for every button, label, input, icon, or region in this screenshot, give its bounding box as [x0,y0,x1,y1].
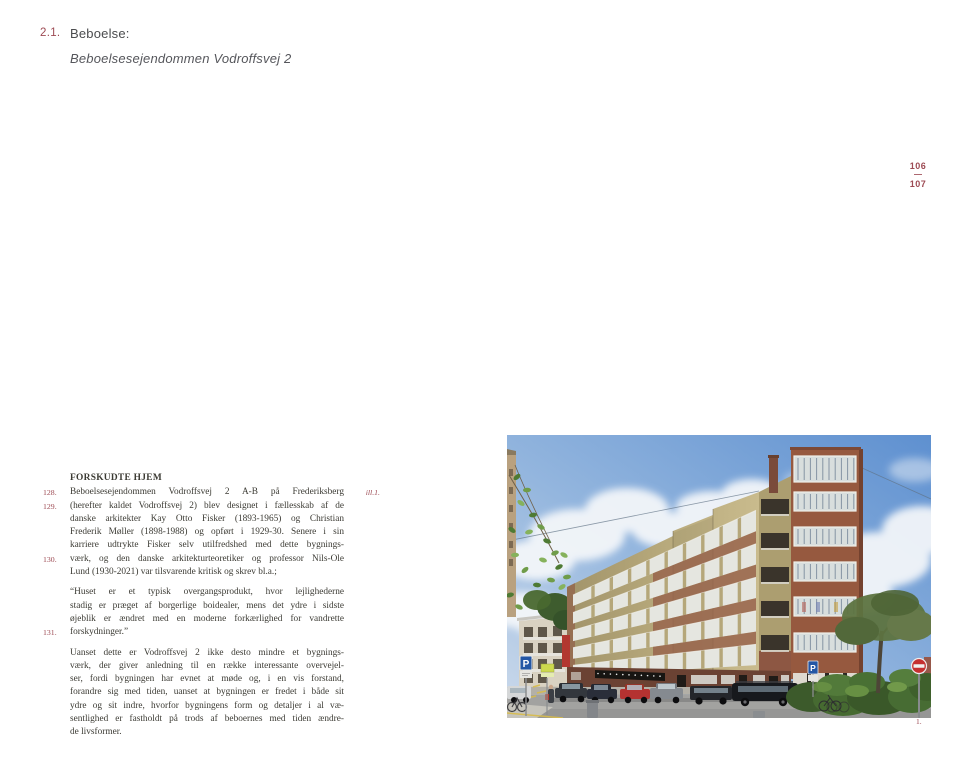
text-line [70,600,344,613]
line-text: forandre sig med tiden, uanset at bygningen er fredet i både sit [70,687,344,698]
page-number-bottom: 107 [909,179,927,189]
margin-number: 128. [43,488,57,498]
red-banner-sign [562,635,570,667]
paragraph [43,486,380,579]
mid-bay [759,476,791,678]
building-photograph [507,435,931,718]
line-text: værk, der giver anledning til en række interessante overvejel- [70,660,344,671]
line-text: Frederik Møller (1898-1988) og opført i 1929-30. Senere i sin [70,527,344,538]
text-line [43,626,344,639]
line-text: værk, og den danske arkitekturteoretiker og professor Nils-Ole [70,553,344,564]
text-line [70,660,344,673]
text-line [70,526,344,539]
line-text: forskydninger.” [70,627,129,638]
paragraph [70,647,344,740]
page-number-top: 106 [909,161,927,171]
section-subtitle: Beboelsesejendommen Vodroffsvej 2 [70,51,292,66]
paragraph [43,586,344,639]
text-line [70,700,344,713]
text-line [70,713,344,726]
line-text: “Huset er et typisk overgangsprodukt, hvor lejlighederne [70,587,344,598]
paragraphs [43,486,380,739]
line-text: Lund (1930-2021) var tilsvarende kritisk og skrev bl.a.; [70,567,277,578]
line-text: karriere udtrykte Fisker selv utilfredshed med dette bygnings- [70,540,344,551]
figure-number: 1. [916,717,922,726]
section-number: 2.1. [40,27,61,39]
parking-sign-letter: P [810,663,816,673]
text-line [70,613,344,626]
page-number-divider: — [914,170,922,179]
section-title: Beboelse: [70,26,130,41]
text-line [70,686,344,699]
text-line [43,500,344,513]
section-titles [70,26,291,66]
section-heading [40,26,291,66]
text-line [70,647,344,660]
page-numbers [901,161,935,189]
text-line [43,486,380,499]
line-text: danske arkitekter Kay Otto Fisker (1893-1965) og Christian [70,513,344,524]
parking-sign-letter: P [522,659,530,670]
margin-number: 131. [43,628,57,638]
chimney [768,455,779,493]
text-line [43,553,344,566]
margin-number: 129. [43,501,57,511]
body-text-column [43,472,380,740]
line-text: de livsformer. [70,727,122,738]
line-text: Uanset dette er Vodroffsvej 2 ikke desto mindre et bygnings- [70,647,344,658]
line-text: sentlighed er fastholdt på trods af beboernes med tiden ændre- [70,714,344,725]
line-text: ydre og sit indre, hvorfor bygningens form og detaljer i al væ- [70,700,344,711]
corner-tower [790,447,863,685]
text-line [70,726,344,739]
text-line [70,586,344,599]
line-text: stadig er præget af borgerlige boidealer, mens det ydre i sidste [70,600,344,611]
text-line [70,566,344,579]
line-text: øjeblik er ændret med en moderne forkærlighed for vandrette [70,613,344,624]
building-photo-illustration [507,435,931,718]
text-line [70,539,344,552]
line-text: Beboelsesejendommen Vodroffsvej 2 A-B på Frederiksberg [70,487,344,498]
illustration-reference: ill.1. [365,488,380,498]
body-heading: FORSKUDTE HJEM [70,473,162,483]
text-line [70,513,344,526]
line-text: ser, fordi bygningen har evnet at møde og, i en vis forstand, [70,674,344,685]
text-line [70,673,344,686]
margin-number: 130. [43,554,57,564]
line-text: (herefter kaldet Vodroffsvej 2) blev designet i fællesskab af de [70,500,344,511]
